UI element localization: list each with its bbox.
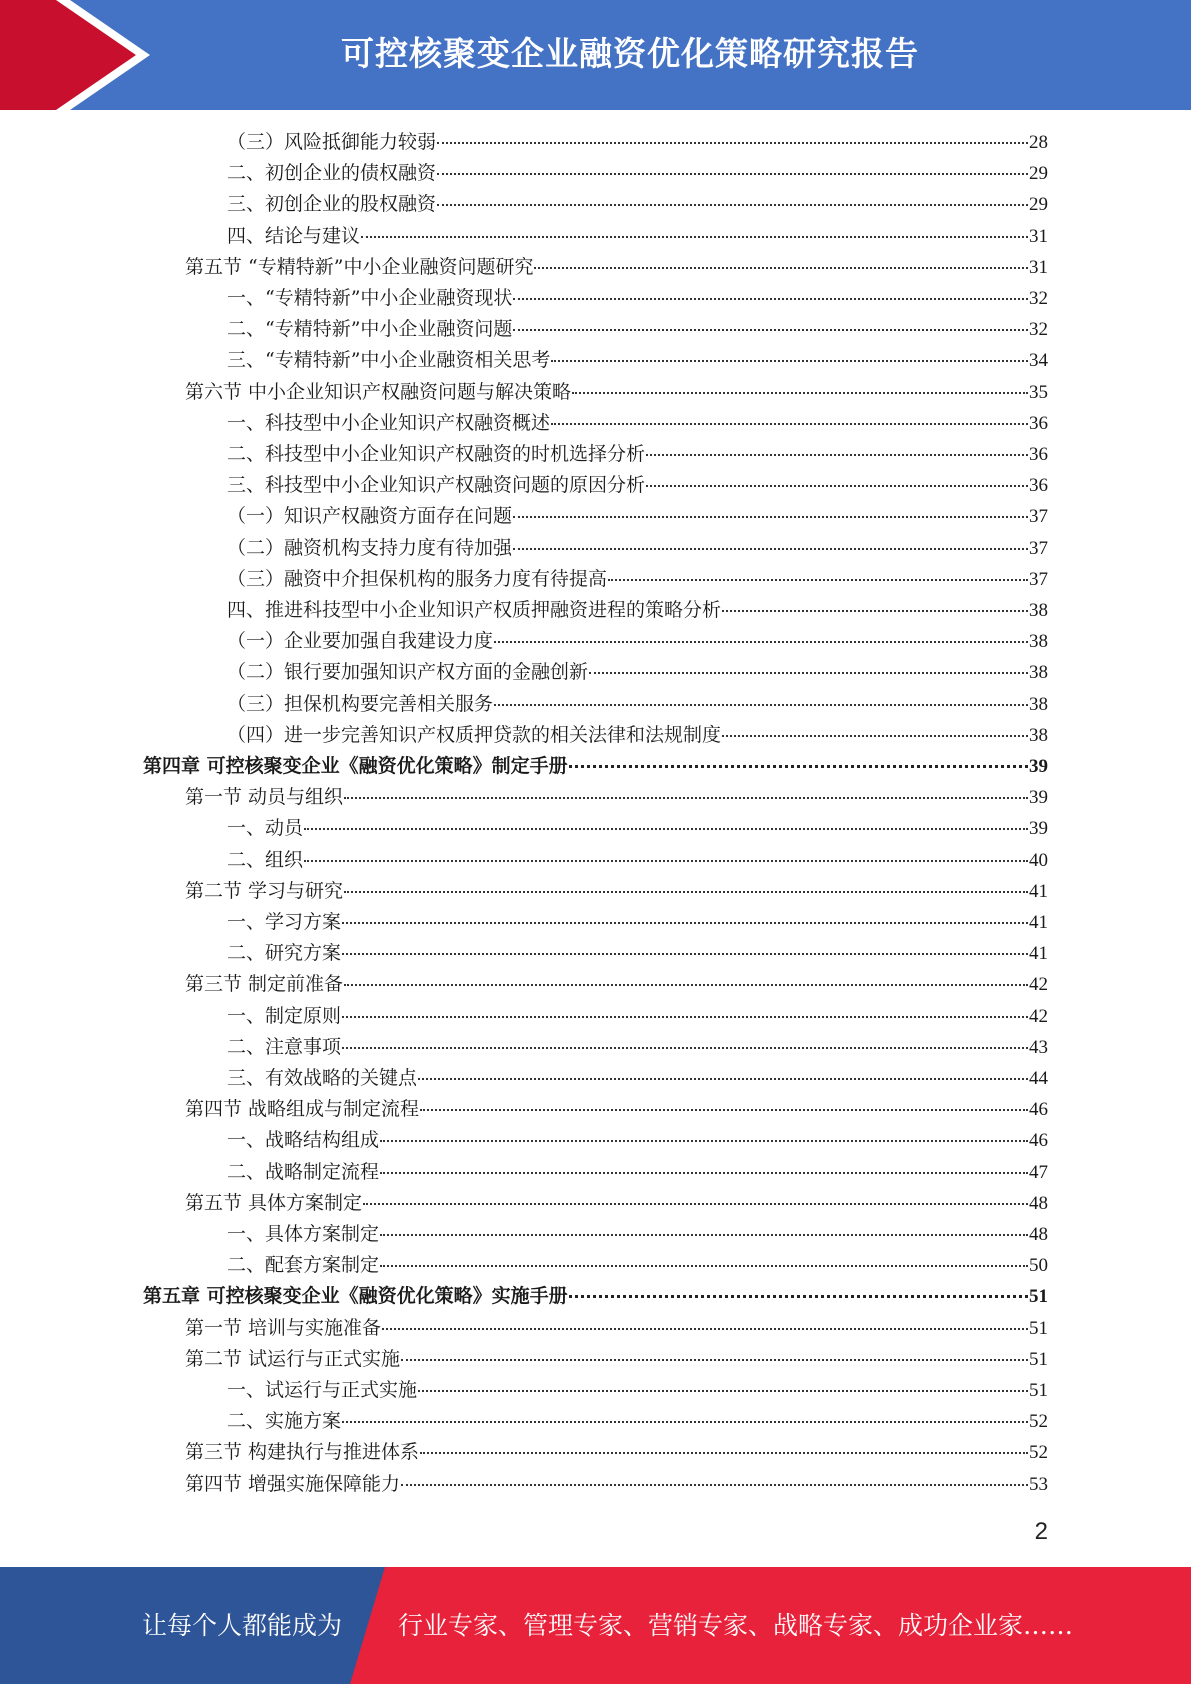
toc-entry[interactable] <box>227 501 1048 531</box>
toc-dot-leader <box>551 422 1028 425</box>
toc-dot-leader <box>361 235 1028 238</box>
toc-entry-title: （三）担保机构要完善相关服务 <box>227 692 494 715</box>
toc-entry-title: 第四节 增强实施保障能力 <box>185 1472 401 1495</box>
toc-entry-title: 二、配套方案制定 <box>227 1254 380 1277</box>
toc-entry-page: 51 <box>1029 1286 1048 1308</box>
toc-dot-leader <box>380 1264 1028 1267</box>
toc-entry-title: 第五节 具体方案制定 <box>185 1191 363 1214</box>
toc-entry-title: 第五节 “专精特新”中小企业融资问题研究 <box>185 255 534 278</box>
toc-entry-title: 一、动员 <box>227 817 304 840</box>
toc-dot-leader <box>437 172 1028 175</box>
toc-entry-page: 48 <box>1029 1224 1048 1245</box>
toc-entry[interactable] <box>185 1437 1048 1467</box>
toc-entry-page: 38 <box>1029 600 1048 621</box>
toc-entry[interactable] <box>185 969 1048 999</box>
toc-entry[interactable] <box>227 1063 1048 1093</box>
toc-entry-page: 36 <box>1029 412 1048 434</box>
page-number: 2 <box>1034 1518 1048 1545</box>
toc-entry-title: 二、战略制定流程 <box>227 1160 380 1183</box>
toc-entry-page: 40 <box>1029 849 1048 871</box>
toc-entry[interactable] <box>227 938 1048 968</box>
toc-entry[interactable] <box>227 283 1048 313</box>
toc-entry[interactable] <box>227 1219 1048 1249</box>
toc-entry-page: 39 <box>1029 756 1048 777</box>
toc-dot-leader <box>418 1077 1028 1080</box>
toc-entry-page: 28 <box>1029 132 1048 153</box>
toc-entry-title: 一、科技型中小企业知识产权融资概述 <box>227 411 551 434</box>
toc-entry[interactable] <box>227 158 1048 188</box>
toc-entry[interactable] <box>227 1157 1048 1187</box>
toc-entry-title: 第四章 可控核聚变企业《融资优化策略》制定手册 <box>143 755 568 777</box>
toc-entry-page: 37 <box>1029 506 1048 528</box>
toc-entry[interactable] <box>227 533 1048 563</box>
toc-dot-leader <box>494 703 1028 706</box>
toc-dot-leader <box>342 1015 1028 1018</box>
toc-entry-page: 37 <box>1029 568 1048 590</box>
toc-entry-title: 第五章 可控核聚变企业《融资优化策略》实施手册 <box>143 1285 568 1308</box>
toc-dot-leader <box>344 890 1028 893</box>
toc-entry[interactable] <box>227 813 1048 843</box>
toc-entry[interactable] <box>227 689 1048 719</box>
toc-entry-title: 三、有效战略的关键点 <box>227 1067 418 1089</box>
toc-dot-leader <box>382 1327 1028 1330</box>
toc-dot-leader <box>608 578 1028 581</box>
toc-entry-title: 第一节 培训与实施准备 <box>185 1316 382 1339</box>
toc-entry-page: 42 <box>1029 1005 1048 1027</box>
toc-entry-page: 51 <box>1029 1348 1048 1370</box>
toc-entry[interactable] <box>143 1281 1048 1311</box>
toc-entry-title: 第二节 学习与研究 <box>185 879 344 902</box>
toc-entry-title: 一、战略结构组成 <box>227 1129 380 1152</box>
toc-dot-leader <box>534 266 1028 269</box>
toc-entry-page: 47 <box>1029 1161 1048 1183</box>
toc-entry-page: 43 <box>1029 1036 1048 1058</box>
toc-entry-title: 第三节 构建执行与推进体系 <box>185 1441 420 1464</box>
toc-entry-page: 35 <box>1029 381 1048 403</box>
toc-dot-leader <box>304 859 1028 862</box>
toc-dot-leader <box>551 359 1028 362</box>
toc-entry-title: 一、“专精特新”中小企业融资现状 <box>227 287 513 309</box>
toc-dot-leader <box>513 515 1028 518</box>
toc-entry-title: 第一节 动员与组织 <box>185 786 344 809</box>
toc-entry-page: 29 <box>1029 194 1048 216</box>
toc-dot-leader <box>513 547 1028 550</box>
toc-dot-leader <box>589 671 1028 674</box>
toc-entry[interactable] <box>227 1032 1048 1062</box>
header-banner <box>0 0 1191 110</box>
footer-banner <box>0 1567 1191 1684</box>
toc-entry[interactable] <box>185 782 1048 812</box>
document-title: 可控核聚变企业融资优化策略研究报告 <box>341 34 919 73</box>
toc-entry-page: 44 <box>1029 1068 1048 1089</box>
toc-entry-page: 32 <box>1029 319 1048 341</box>
toc-entry-title: 四、推进科技型中小企业知识产权质押融资进程的策略分析 <box>227 599 722 621</box>
toc-entry-title: 二、“专精特新”中小企业融资问题 <box>227 318 513 341</box>
toc-entry-page: 50 <box>1029 1255 1048 1277</box>
toc-entry-title: 一、学习方案 <box>227 911 342 933</box>
toc-entry-title: 第二节 试运行与正式实施 <box>185 1347 401 1370</box>
toc-entry[interactable] <box>227 127 1048 157</box>
footer-slogan-right: 行业专家、管理专家、营销专家、战略专家、成功企业家…… <box>398 1611 1074 1640</box>
toc-entry[interactable] <box>227 657 1048 687</box>
toc-entry-title: 三、初创企业的股权融资 <box>227 193 437 216</box>
toc-entry[interactable] <box>227 439 1048 469</box>
toc-entry[interactable] <box>185 1094 1048 1124</box>
toc-entry[interactable] <box>143 751 1048 781</box>
toc-entry[interactable] <box>227 626 1048 656</box>
header-chevron-decoration <box>0 0 160 110</box>
toc-entry-page: 38 <box>1029 662 1048 684</box>
toc-dot-leader <box>420 1108 1028 1111</box>
toc-entry[interactable] <box>227 345 1048 375</box>
toc-entry-page: 52 <box>1029 1442 1048 1464</box>
toc-entry[interactable] <box>227 907 1048 937</box>
toc-dot-leader <box>437 203 1028 206</box>
toc-entry[interactable] <box>185 1313 1048 1343</box>
toc-dot-leader <box>437 141 1028 144</box>
toc-dot-leader <box>342 952 1028 955</box>
toc-entry[interactable] <box>227 1125 1048 1155</box>
toc-entry-page: 36 <box>1029 444 1048 465</box>
toc-entry-title: 第三节 制定前准备 <box>185 973 344 996</box>
toc-entry[interactable] <box>227 314 1048 344</box>
toc-entry[interactable] <box>185 377 1048 407</box>
toc-entry[interactable] <box>227 564 1048 594</box>
toc-entry[interactable] <box>227 845 1048 875</box>
toc-entry-title: 三、科技型中小企业知识产权融资问题的原因分析 <box>227 474 646 497</box>
toc-dot-leader <box>646 453 1028 456</box>
toc-entry-page: 36 <box>1029 475 1048 497</box>
toc-entry-page: 38 <box>1029 631 1048 653</box>
toc-entry-page: 37 <box>1029 537 1048 559</box>
toc-entry-page: 51 <box>1029 1317 1048 1339</box>
toc-entry-title: 二、组织 <box>227 848 304 871</box>
toc-dot-leader <box>344 796 1028 799</box>
toc-entry[interactable] <box>227 595 1048 625</box>
toc-entry-title: 二、科技型中小企业知识产权融资的时机选择分析 <box>227 443 646 465</box>
toc-dot-leader <box>420 1451 1028 1454</box>
toc-entry-page: 42 <box>1029 974 1048 996</box>
toc-entry-title: 第四节 战略组成与制定流程 <box>185 1098 420 1121</box>
toc-entry-title: （一）企业要加强自我建设力度 <box>227 630 494 653</box>
toc-entry-title: 一、制定原则 <box>227 1004 342 1027</box>
toc-entry-page: 38 <box>1029 693 1048 715</box>
toc-dot-leader <box>513 297 1028 300</box>
toc-entry-title: 二、注意事项 <box>227 1035 342 1058</box>
toc-entry[interactable] <box>185 1188 1048 1218</box>
toc-dot-leader <box>569 764 1028 768</box>
toc-entry-title: 三、“专精特新”中小企业融资相关思考 <box>227 349 551 372</box>
toc-entry[interactable] <box>185 1469 1048 1499</box>
toc-entry-page: 52 <box>1029 1411 1048 1433</box>
toc-dot-leader <box>342 1046 1028 1049</box>
toc-entry-title: 二、研究方案 <box>227 942 342 965</box>
toc-entry-page: 34 <box>1029 350 1048 372</box>
toc-entry-page: 32 <box>1029 288 1048 309</box>
toc-dot-leader <box>380 1139 1028 1142</box>
toc-entry[interactable] <box>227 189 1048 219</box>
toc-entry-title: （一）知识产权融资方面存在问题 <box>227 505 513 528</box>
toc-entry[interactable] <box>227 1406 1048 1436</box>
toc-entry-page: 39 <box>1029 787 1048 809</box>
toc-dot-leader <box>722 734 1028 737</box>
toc-entry-page: 29 <box>1029 163 1048 185</box>
toc-dot-leader <box>342 1420 1028 1423</box>
toc-entry[interactable] <box>185 252 1048 282</box>
toc-entry-title: 二、初创企业的债权融资 <box>227 162 437 185</box>
toc-entry[interactable] <box>227 221 1048 251</box>
toc-entry[interactable] <box>227 1001 1048 1031</box>
toc-dot-leader <box>380 1233 1028 1236</box>
toc-entry-page: 46 <box>1029 1130 1048 1152</box>
toc-entry-title: 一、具体方案制定 <box>227 1223 380 1245</box>
toc-entry-page: 46 <box>1029 1099 1048 1121</box>
toc-entry-page: 48 <box>1029 1192 1048 1214</box>
toc-entry-page: 41 <box>1029 912 1048 933</box>
toc-entry[interactable] <box>227 720 1048 750</box>
footer-slogan-left: 让每个人都能成为 <box>142 1611 343 1640</box>
toc-dot-leader <box>722 609 1028 612</box>
toc-dot-leader <box>344 983 1028 986</box>
toc-entry-page: 39 <box>1029 818 1048 840</box>
toc-entry-title: 二、实施方案 <box>227 1410 342 1433</box>
toc-dot-leader <box>646 484 1028 487</box>
toc-dot-leader <box>342 921 1028 924</box>
toc-dot-leader <box>572 391 1028 394</box>
toc-entry-title: 一、试运行与正式实施 <box>227 1379 418 1401</box>
toc-entry[interactable] <box>227 1250 1048 1280</box>
toc-entry-page: 53 <box>1029 1473 1048 1495</box>
toc-entry-title: （四）进一步完善知识产权质押贷款的相关法律和法规制度 <box>227 723 722 746</box>
toc-entry[interactable] <box>227 470 1048 500</box>
toc-entry-title: （三）风险抵御能力较弱 <box>227 131 437 153</box>
toc-entry-page: 41 <box>1029 880 1048 902</box>
toc-dot-leader <box>380 1171 1028 1174</box>
toc-entry-page: 38 <box>1029 724 1048 746</box>
toc-entry-title: （三）融资中介担保机构的服务力度有待提高 <box>227 567 608 590</box>
toc-dot-leader <box>304 827 1028 830</box>
toc-dot-leader <box>401 1483 1028 1486</box>
toc-entry-title: （二）融资机构支持力度有待加强 <box>227 536 513 559</box>
toc-entry-page: 31 <box>1029 225 1048 247</box>
toc-entry-title: （二）银行要加强知识产权方面的金融创新 <box>227 661 589 684</box>
toc-dot-leader <box>513 328 1028 331</box>
toc-entry-page: 41 <box>1029 943 1048 965</box>
toc-entry-title: 第六节 中小企业知识产权融资问题与解决策略 <box>185 380 572 403</box>
toc-dot-leader <box>569 1294 1028 1298</box>
toc-entry-page: 31 <box>1029 256 1048 278</box>
toc-entry-title: 四、结论与建议 <box>227 224 361 247</box>
toc-entry[interactable] <box>227 1375 1048 1405</box>
toc-dot-leader <box>401 1358 1028 1361</box>
toc-entry[interactable] <box>185 876 1048 906</box>
toc-dot-leader <box>418 1389 1028 1392</box>
toc-dot-leader <box>494 640 1028 643</box>
toc-entry-page: 51 <box>1029 1380 1048 1401</box>
toc-entry[interactable] <box>185 1344 1048 1374</box>
toc-entry[interactable] <box>227 408 1048 438</box>
toc-dot-leader <box>363 1202 1028 1205</box>
